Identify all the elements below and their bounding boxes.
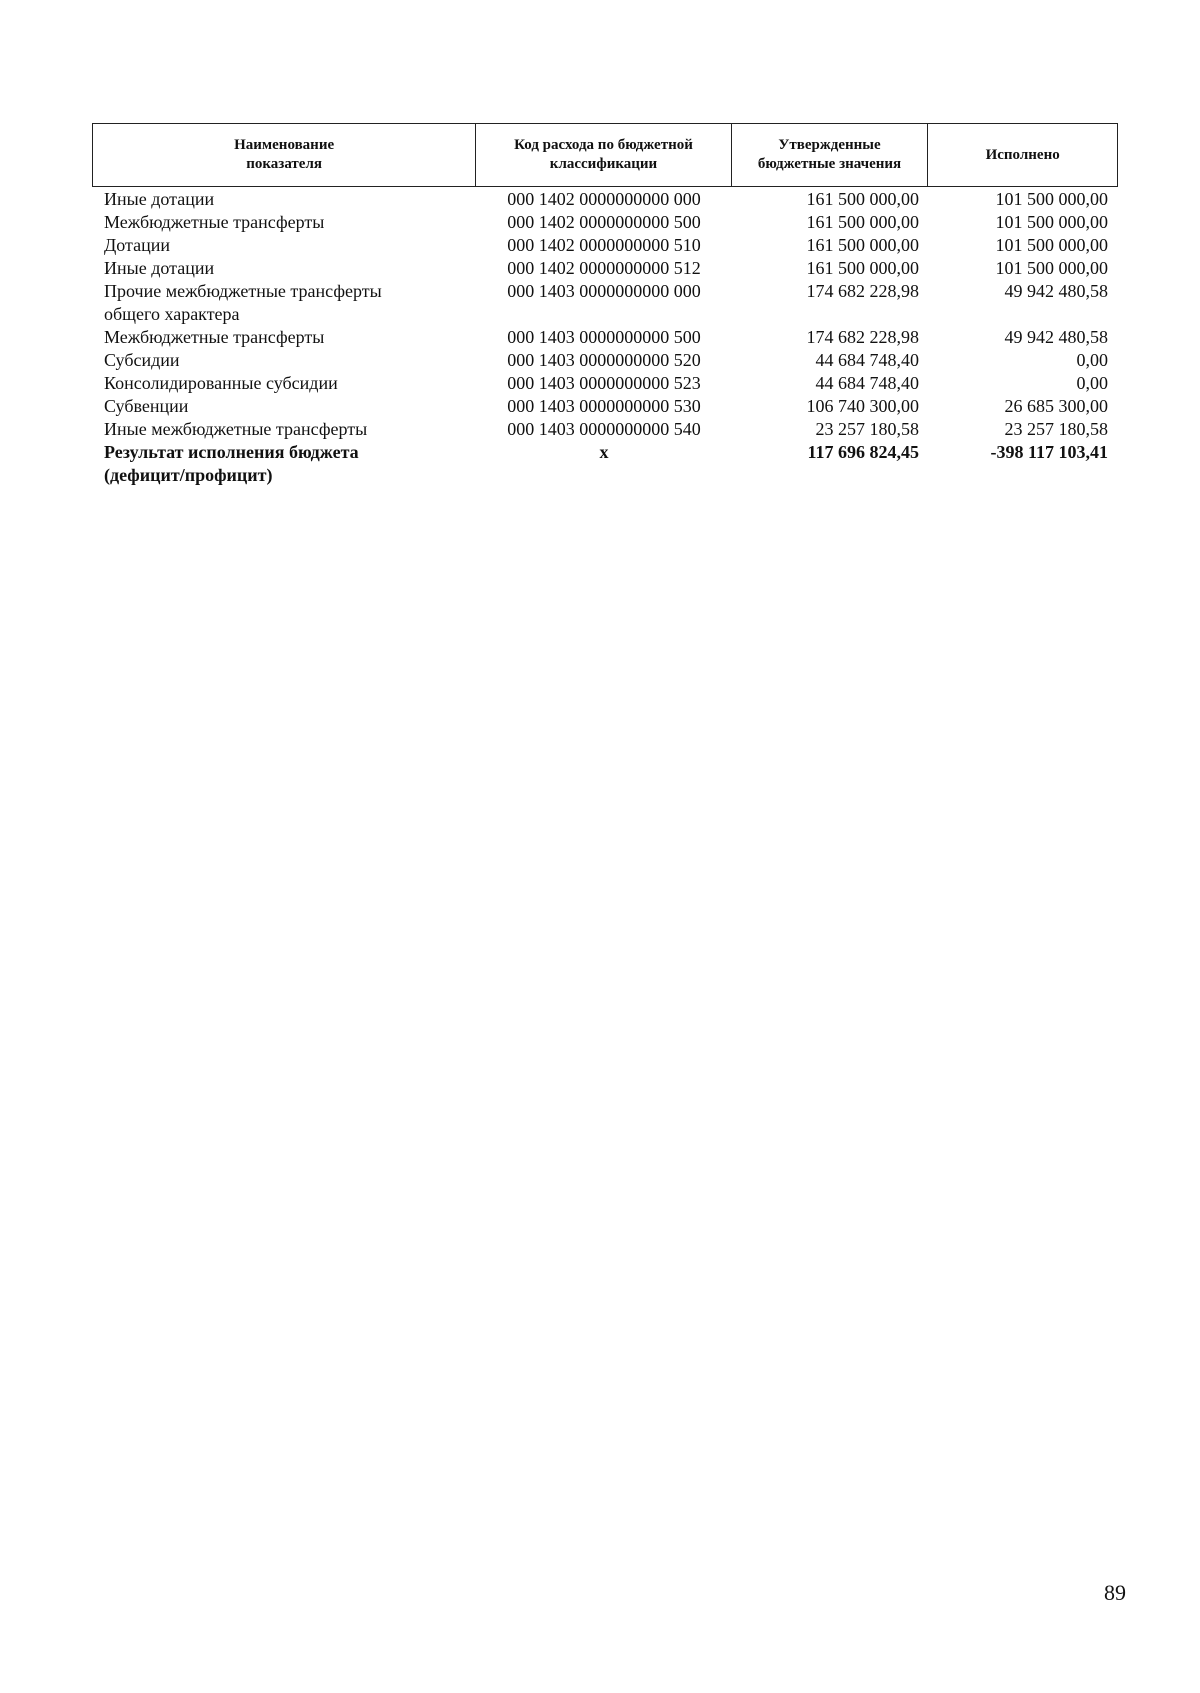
row-code: 000 1402 0000000000 512 xyxy=(507,258,701,278)
header-approved-line1: Утвержденные xyxy=(778,137,881,153)
row-name-line1: Прочие межбюджетные трансферты xyxy=(104,281,382,301)
header-approved xyxy=(732,124,929,186)
budget-table xyxy=(92,123,1118,487)
row-approved: 161 500 000,00 xyxy=(806,258,919,278)
row-name-line1: Консолидированные субсидии xyxy=(104,373,338,393)
row-code: 000 1403 0000000000 530 xyxy=(507,396,701,416)
row-executed: 49 942 480,58 xyxy=(1004,281,1108,301)
header-approved-line2: бюджетные значения xyxy=(757,156,902,172)
row-approved: 44 684 748,40 xyxy=(815,373,919,393)
table-row xyxy=(92,257,1118,280)
row-approved: 161 500 000,00 xyxy=(806,189,919,209)
row-code: 000 1403 0000000000 540 xyxy=(507,419,701,439)
row-approved: 174 682 228,98 xyxy=(806,281,919,301)
row-code: 000 1403 0000000000 520 xyxy=(507,350,701,370)
row-code: 000 1403 0000000000 000 xyxy=(507,281,701,301)
row-executed: 101 500 000,00 xyxy=(995,212,1108,232)
row-name-line1: Субсидии xyxy=(104,350,180,370)
row-code: 000 1403 0000000000 500 xyxy=(507,327,701,347)
table-body xyxy=(92,187,1118,487)
table-row xyxy=(92,280,1118,326)
row-name-line1: Иные дотации xyxy=(104,189,215,209)
row-name xyxy=(92,234,476,257)
table-row xyxy=(92,395,1118,418)
row-name xyxy=(92,188,476,211)
row-executed: 101 500 000,00 xyxy=(995,189,1108,209)
header-name xyxy=(93,124,476,186)
row-executed: 49 942 480,58 xyxy=(1004,327,1108,347)
row-name-line1: Субвенции xyxy=(104,396,189,416)
header-name-line2: показателя xyxy=(246,156,322,172)
row-name-line2: (дефицит/профицит) xyxy=(104,465,273,485)
row-executed: 101 500 000,00 xyxy=(995,235,1108,255)
row-code: 000 1402 0000000000 510 xyxy=(507,235,701,255)
row-code: 000 1402 0000000000 000 xyxy=(507,189,701,209)
header-executed-label: Исполнено xyxy=(985,146,1060,163)
table-row xyxy=(92,418,1118,441)
header-executed xyxy=(928,124,1117,186)
row-name xyxy=(92,280,476,326)
row-code: x xyxy=(599,442,609,462)
row-name-line1: Иные дотации xyxy=(104,258,215,278)
row-executed: 0,00 xyxy=(1076,373,1108,393)
row-approved: 161 500 000,00 xyxy=(806,212,919,232)
header-code-line2: классификации xyxy=(549,156,658,172)
table-row xyxy=(92,349,1118,372)
table-header xyxy=(92,123,1118,187)
row-name xyxy=(92,372,476,395)
row-name xyxy=(92,395,476,418)
row-name-line1: Межбюджетные трансферты xyxy=(104,327,325,347)
table-row xyxy=(92,372,1118,395)
table-row xyxy=(92,188,1118,211)
table-row xyxy=(92,326,1118,349)
row-approved: 161 500 000,00 xyxy=(806,235,919,255)
header-code-line1: Код расхода по бюджетной xyxy=(514,137,693,153)
row-approved: 23 257 180,58 xyxy=(815,419,919,439)
row-name-line2: общего характера xyxy=(104,304,240,324)
row-approved: 174 682 228,98 xyxy=(806,327,919,347)
row-name-line1: Межбюджетные трансферты xyxy=(104,212,325,232)
page-number: 89 xyxy=(1104,1580,1126,1605)
row-executed: -398 117 103,41 xyxy=(990,442,1108,462)
header-code xyxy=(476,124,732,186)
table-row-total xyxy=(92,441,1118,487)
row-approved: 117 696 824,45 xyxy=(807,442,919,462)
row-name-line1: Иные межбюджетные трансферты xyxy=(104,419,368,439)
row-executed: 23 257 180,58 xyxy=(1004,419,1108,439)
row-approved: 44 684 748,40 xyxy=(815,350,919,370)
row-name-line1: Результат исполнения бюджета xyxy=(104,442,359,462)
row-code: 000 1403 0000000000 523 xyxy=(507,373,701,393)
row-name xyxy=(92,349,476,372)
row-approved: 106 740 300,00 xyxy=(806,396,919,416)
table-row xyxy=(92,211,1118,234)
row-name xyxy=(92,418,476,441)
row-name xyxy=(92,211,476,234)
table-row xyxy=(92,234,1118,257)
header-name-line1: Наименование xyxy=(234,137,335,153)
row-code: 000 1402 0000000000 500 xyxy=(507,212,701,232)
row-executed: 0,00 xyxy=(1076,350,1108,370)
row-executed: 101 500 000,00 xyxy=(995,258,1108,278)
row-name xyxy=(92,257,476,280)
row-name xyxy=(92,441,476,487)
row-name xyxy=(92,326,476,349)
row-executed: 26 685 300,00 xyxy=(1004,396,1108,416)
row-name-line1: Дотации xyxy=(104,235,171,255)
